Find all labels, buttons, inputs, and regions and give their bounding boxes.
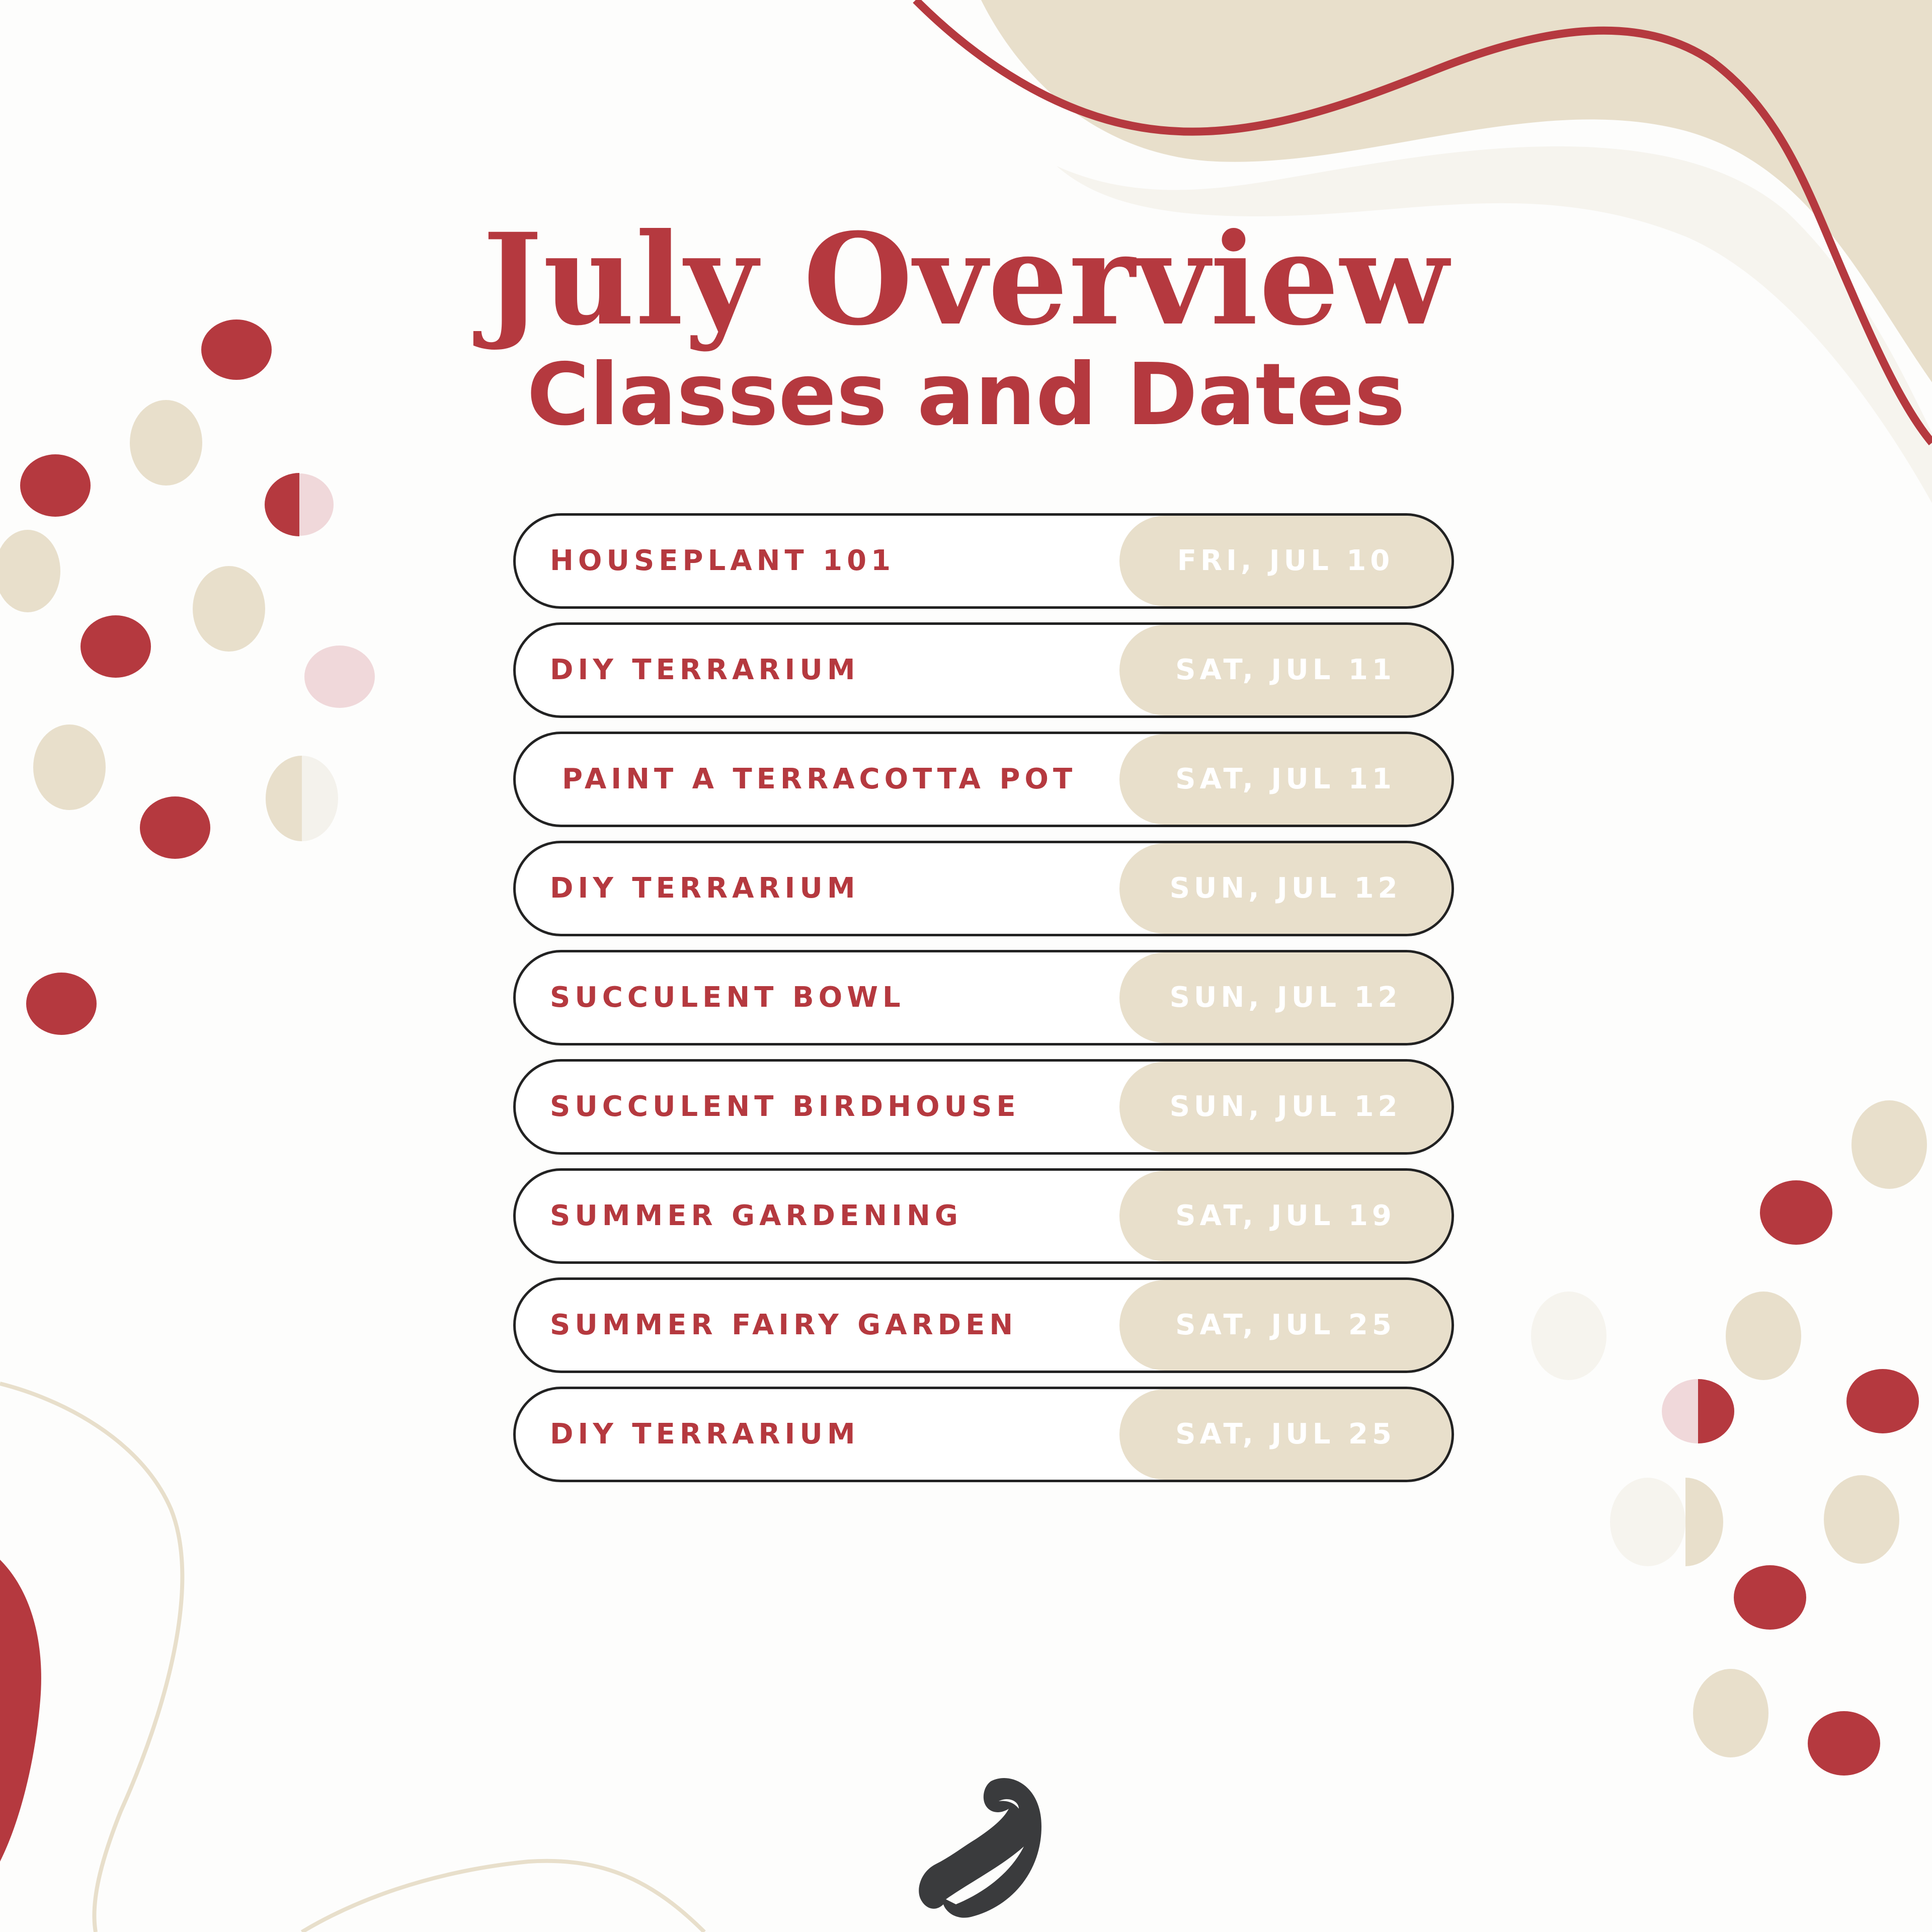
dot-red: [1734, 1565, 1806, 1630]
dot-pink: [304, 646, 375, 708]
class-row: [513, 1387, 1454, 1482]
dot-red: [20, 454, 91, 517]
class-date: SAT, JUL 11: [1119, 734, 1452, 825]
class-row: [513, 513, 1454, 609]
class-date: SAT, JUL 11: [1119, 625, 1452, 715]
class-row: [513, 1059, 1454, 1155]
page-title: July Overview: [482, 205, 1450, 353]
class-name: DIY TERRARIUM: [550, 654, 860, 686]
dot-red: [1760, 1180, 1832, 1245]
leaf-logo-icon: [916, 1771, 1046, 1922]
class-date: SUN, JUL 12: [1119, 843, 1452, 934]
dot-beige: [1824, 1475, 1899, 1564]
class-date: FRI, JUL 10: [1119, 516, 1452, 606]
dot-offwhite: [1610, 1478, 1685, 1566]
class-date: SAT, JUL 25: [1119, 1389, 1452, 1480]
class-row: [513, 1277, 1454, 1373]
class-row: [513, 732, 1454, 827]
class-row: [513, 1168, 1454, 1264]
dot-offwhite: [1531, 1292, 1606, 1380]
bottom-left-red-blob: [0, 1560, 41, 1862]
class-name: SUMMER GARDENING: [550, 1199, 962, 1232]
dot-red: [1808, 1711, 1880, 1776]
class-name: DIY TERRARIUM: [550, 872, 860, 905]
dot-beige: [0, 530, 60, 612]
dot-red: [80, 615, 151, 678]
dot-beige-half: [266, 756, 302, 841]
class-name: SUCCULENT BOWL: [550, 981, 905, 1014]
class-name: SUCCULENT BIRDHOUSE: [550, 1090, 1020, 1123]
dot-beige: [193, 566, 265, 652]
class-date: SAT, JUL 19: [1119, 1171, 1452, 1261]
dot-red-half: [265, 473, 299, 536]
class-date: SUN, JUL 12: [1119, 1062, 1452, 1152]
class-row: [513, 950, 1454, 1045]
dot-beige-half: [1685, 1478, 1723, 1566]
class-name: PAINT A TERRACOTTA POT: [562, 763, 1077, 795]
class-date: SUN, JUL 12: [1119, 952, 1452, 1043]
class-row: [513, 841, 1454, 936]
class-row: [513, 622, 1454, 718]
dot-red: [140, 796, 210, 859]
class-name: SUMMER FAIRY GARDEN: [550, 1309, 1018, 1341]
class-name: DIY TERRARIUM: [550, 1418, 860, 1451]
dot-beige: [1693, 1669, 1768, 1757]
class-date: SAT, JUL 25: [1119, 1280, 1452, 1371]
dot-beige: [1726, 1292, 1801, 1380]
class-name: HOUSEPLANT 101: [550, 544, 896, 577]
dot-beige: [33, 725, 106, 810]
dot-red: [26, 973, 97, 1035]
class-schedule-list: [513, 513, 1454, 1496]
dot-red: [1846, 1369, 1919, 1433]
dot-beige: [1852, 1100, 1927, 1189]
bottom-beige-curve: [302, 1861, 704, 1932]
page-subtitle: Classes and Dates: [527, 345, 1405, 445]
dot-red-half: [1698, 1379, 1734, 1443]
